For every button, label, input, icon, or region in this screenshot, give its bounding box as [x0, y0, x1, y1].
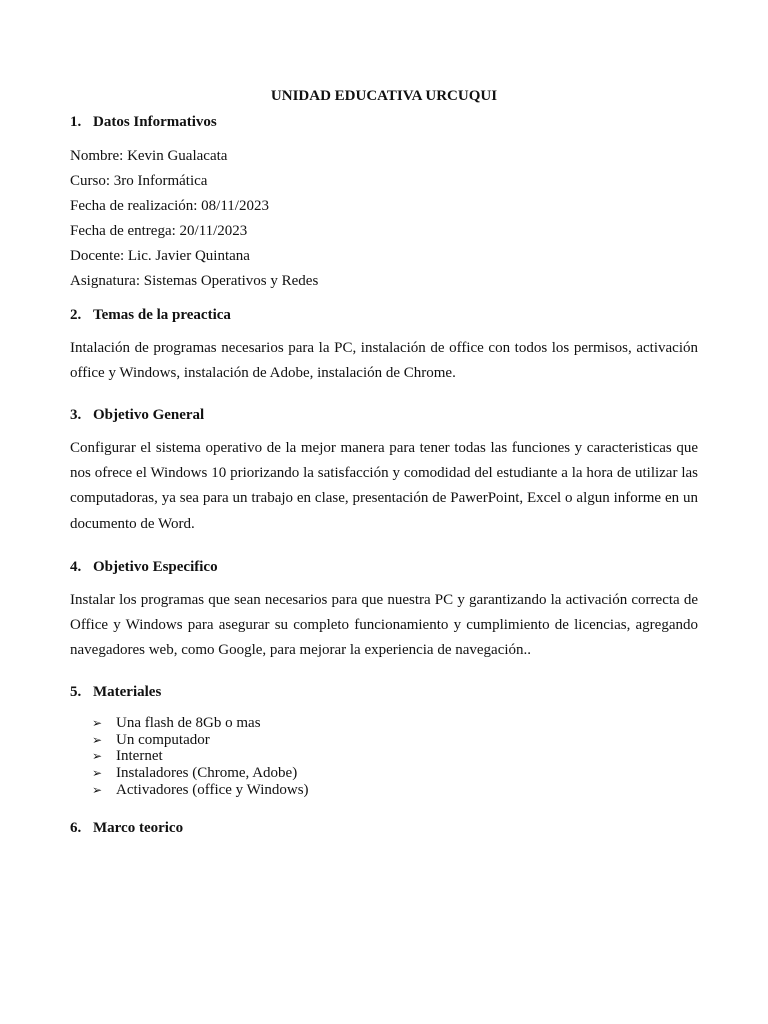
- info-fecha-realizacion: Fecha de realización: 08/11/2023: [70, 198, 269, 214]
- section-title: Objetivo General: [93, 407, 205, 423]
- section-title: Temas de la preactica: [93, 307, 231, 323]
- info-asignatura: Asignatura: Sistemas Operativos y Redes: [70, 273, 319, 289]
- arrow-bullet-icon: ➢: [92, 766, 103, 781]
- arrow-bullet-icon: ➢: [92, 732, 103, 747]
- materiales-list: [92, 715, 309, 799]
- section-heading-datos-informativos: [70, 112, 217, 132]
- objetivo-general-paragraph: Configurar el sistema operativo de la mejor manera para tener todas las funciones y caracteristicas que nos ofrece el Windows 10 priorizando la satisfacción y comodidad del estudiante a la hora de utilizar las computadoras, ya sea para un trabajo en clase, presentación de PawerPoint, Excel o algun informe en un documento de Word.: [70, 440, 698, 532]
- section-number: 6.: [70, 820, 82, 836]
- list-item-text: Internet: [116, 748, 163, 765]
- list-item-text: Activadores (office y Windows): [116, 781, 309, 798]
- section-number: 1.: [70, 114, 82, 130]
- list-item-text: Una flash de 8Gb o mas: [116, 715, 261, 731]
- section-title: Objetivo Especifico: [93, 559, 218, 575]
- list-item: [92, 715, 309, 732]
- list-item-text: Un computador: [116, 731, 210, 748]
- section-title: Marco teorico: [93, 820, 184, 836]
- arrow-bullet-icon: ➢: [92, 716, 103, 730]
- list-item: [92, 765, 309, 782]
- section-heading-objetivo-especifico: [70, 557, 218, 577]
- list-item: [92, 732, 309, 749]
- section-heading-materiales: [70, 682, 161, 702]
- section-number: 3.: [70, 407, 82, 423]
- section-heading-temas: [70, 305, 231, 325]
- temas-paragraph: Intalación de programas necesarios para la PC, instalación de office con todos los permisos, activación office y Windows, instalación de Adobe, instalación de Chrome.: [70, 340, 698, 382]
- arrow-bullet-icon: ➢: [92, 782, 103, 797]
- list-item: [92, 782, 309, 799]
- objetivo-especifico-paragraph: Instalar los programas que sean necesarios para que nuestra PC y garantizando la activación correcta de Office y Windows para asegurar su completo funcionamiento y cumplimiento de licencias, agregando navegadores web, como Google, para mejorar la experiencia de navegación..: [70, 592, 698, 659]
- list-item: [92, 748, 309, 765]
- arrow-bullet-icon: ➢: [92, 749, 103, 764]
- section-number: 4.: [70, 559, 82, 575]
- section-title: Datos Informativos: [93, 114, 217, 130]
- section-heading-objetivo-general: [70, 405, 204, 425]
- section-number: 5.: [70, 684, 82, 700]
- section-title: Materiales: [93, 684, 162, 700]
- info-curso: Curso: 3ro Informática: [70, 173, 208, 189]
- section-heading-marco-teorico: [70, 818, 183, 838]
- document-title: UNIDAD EDUCATIVA URCUQUI: [270, 88, 498, 104]
- info-nombre: Nombre: Kevin Gualacata: [70, 148, 228, 164]
- section-number: 2.: [70, 307, 82, 323]
- info-fecha-entrega: Fecha de entrega: 20/11/2023: [70, 223, 248, 239]
- list-item-text: Instaladores (Chrome, Adobe): [116, 765, 298, 782]
- info-docente: Docente: Lic. Javier Quintana: [70, 248, 250, 264]
